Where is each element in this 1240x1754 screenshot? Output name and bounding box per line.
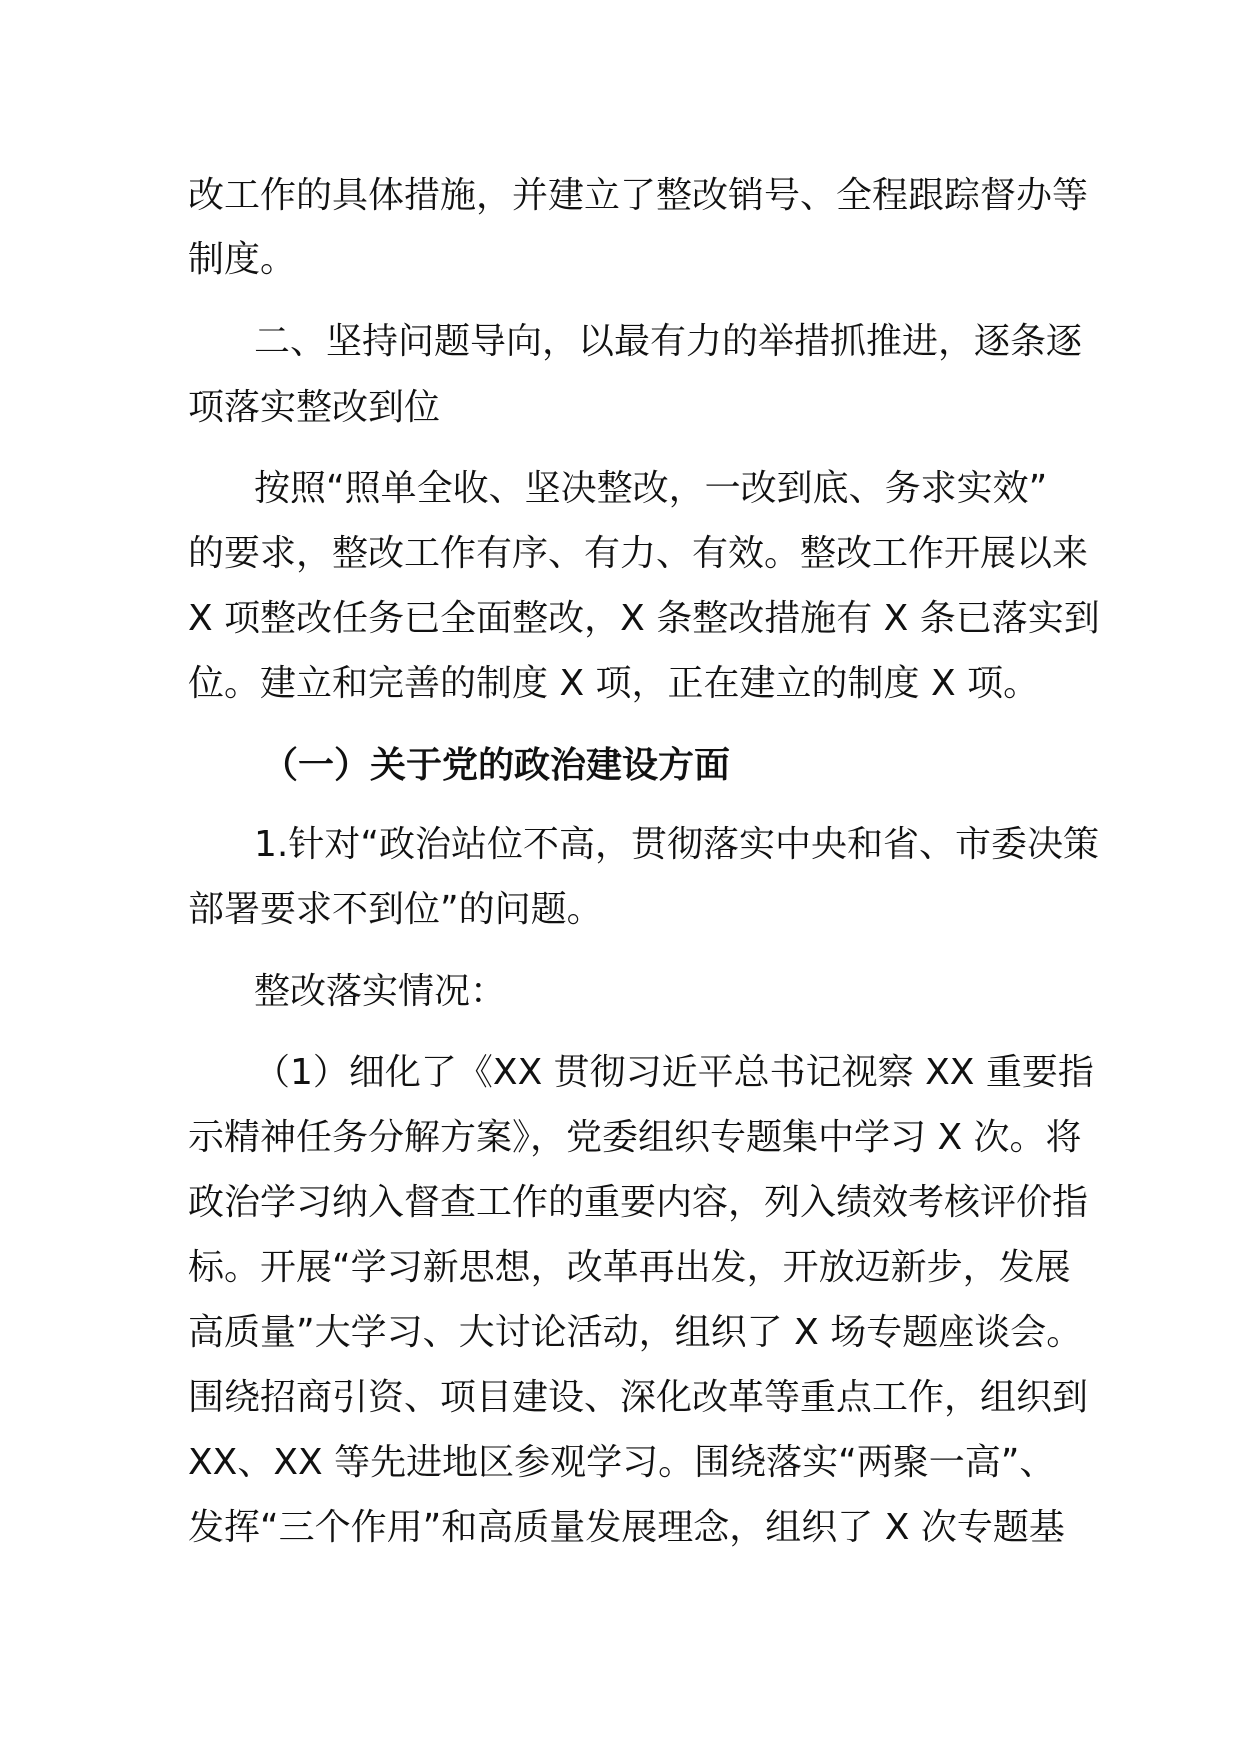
- body-text-line: X 项整改任务已全面整改，X 条整改措施有 X 条已落实到: [188, 598, 1100, 639]
- body-text-line: 按照“照单全收、坚决整改，一改到底、务求实效”: [254, 468, 1048, 509]
- body-text-line: 政治学习纳入督查工作的重要内容，列入绩效考核评价指: [188, 1182, 1089, 1223]
- body-text-line: 整改落实情况：: [254, 971, 507, 1012]
- subsection-heading: （一）关于党的政治建设方面: [262, 745, 731, 786]
- body-text-line: 示精神任务分解方案》，党委组织专题集中学习 X 次。将: [188, 1117, 1082, 1158]
- body-text-line: 标。开展“学习新思想，改革再出发，开放迈新步，发展: [188, 1247, 1071, 1288]
- body-text-line: 改工作的具体措施，并建立了整改销号、全程跟踪督办等: [188, 175, 1089, 216]
- body-text-line: 1.针对“政治站位不高，贯彻落实中央和省、市委决策: [254, 824, 1099, 865]
- body-text-line: XX、XX 等先进地区参观学习。围绕落实“两聚一高”、: [188, 1442, 1056, 1483]
- body-text-line: 高质量”大学习、大讨论活动，组织了 X 场专题座谈会。: [188, 1312, 1083, 1353]
- body-text-line: （1）细化了《XX 贯彻习近平总书记视察 XX 重要指: [254, 1052, 1094, 1093]
- section-heading-line: 二、坚持问题导向，以最有力的举措抓推进，逐条逐: [254, 321, 1083, 362]
- body-text-line: 制度。: [188, 239, 297, 280]
- body-text-line: 部署要求不到位”的问题。: [188, 889, 603, 930]
- section-heading-line: 项落实整改到位: [188, 387, 441, 428]
- body-text-line: 围绕招商引资、项目建设、深化改革等重点工作，组织到: [188, 1377, 1089, 1418]
- body-text-line: 的要求，整改工作有序、有力、有效。整改工作开展以来: [188, 533, 1089, 574]
- body-text-line: 发挥“三个作用”和高质量发展理念，组织了 X 次专题基: [188, 1507, 1065, 1548]
- body-text-line: 位。建立和完善的制度 X 项，正在建立的制度 X 项。: [188, 663, 1040, 704]
